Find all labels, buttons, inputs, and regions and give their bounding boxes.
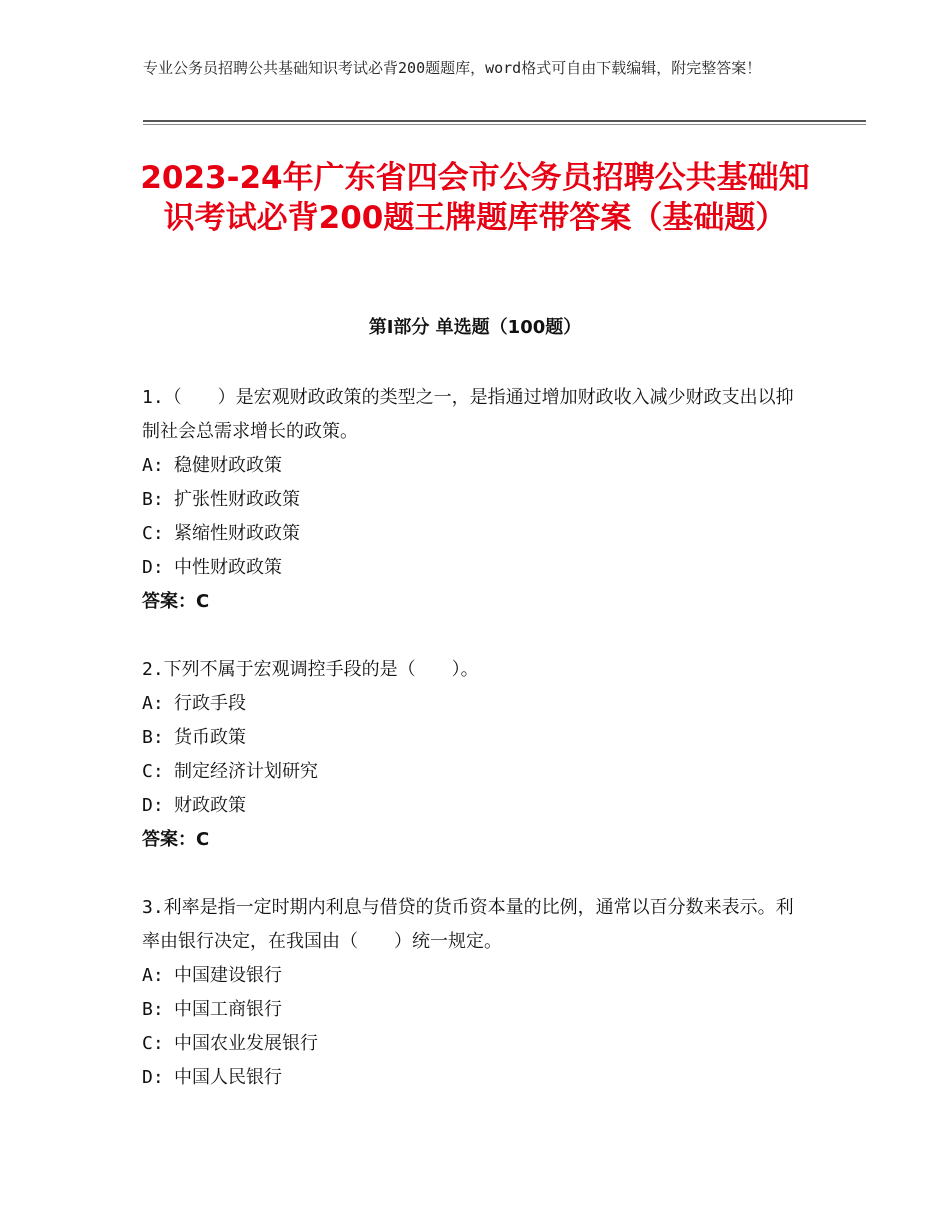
question-list bbox=[142, 381, 802, 1129]
option-text: 货币政策 bbox=[174, 727, 246, 748]
option-d bbox=[142, 789, 802, 823]
option-letter: A: bbox=[142, 693, 164, 714]
option-text: 中国建设银行 bbox=[174, 965, 282, 986]
header-divider bbox=[143, 120, 866, 122]
option-text: 行政手段 bbox=[174, 693, 246, 714]
question-stem: 1.（ ）是宏观财政政策的类型之一，是指通过增加财政收入减少财政支出以抑制社会总需求增长的政策。 bbox=[142, 387, 794, 442]
option-b bbox=[142, 993, 802, 1027]
option-text: 扩张性财政政策 bbox=[174, 489, 300, 510]
option-b bbox=[142, 483, 802, 517]
option-b bbox=[142, 721, 802, 755]
header-divider-thin bbox=[143, 124, 866, 125]
section-heading: 第Ⅰ部分 单选题（100题） bbox=[368, 317, 582, 338]
question-2 bbox=[142, 653, 802, 857]
option-d bbox=[142, 1061, 802, 1095]
option-a bbox=[142, 959, 802, 993]
question-stem: 2.下列不属于宏观调控手段的是（ ）。 bbox=[142, 659, 479, 680]
option-text: 中国农业发展银行 bbox=[174, 1033, 318, 1054]
option-text: 紧缩性财政政策 bbox=[174, 523, 300, 544]
option-letter: C: bbox=[142, 523, 164, 544]
option-text: 中国人民银行 bbox=[174, 1067, 282, 1088]
option-text: 中性财政政策 bbox=[174, 557, 282, 578]
option-letter: D: bbox=[142, 795, 164, 816]
option-c bbox=[142, 755, 802, 789]
option-letter: D: bbox=[142, 1067, 164, 1088]
option-letter: C: bbox=[142, 1033, 164, 1054]
option-letter: A: bbox=[142, 455, 164, 476]
option-letter: C: bbox=[142, 761, 164, 782]
option-letter: B: bbox=[142, 999, 164, 1020]
document-title: 2023-24年广东省四会市公务员招聘公共基础知识考试必背200题王牌题库带答案（基础题） bbox=[140, 160, 810, 236]
option-letter: D: bbox=[142, 557, 164, 578]
question-stem: 3.利率是指一定时期内利息与借贷的货币资本量的比例，通常以百分数来表示。利率由银行决定，在我国由（ ）统一规定。 bbox=[142, 897, 794, 952]
option-text: 稳健财政政策 bbox=[174, 455, 282, 476]
option-letter: A: bbox=[142, 965, 164, 986]
answer-label: 答案：C bbox=[142, 591, 210, 612]
option-d bbox=[142, 551, 802, 585]
header-note: 专业公务员招聘公共基础知识考试必背200题题库，word格式可自由下载编辑，附完整答案！ bbox=[143, 59, 762, 77]
option-c bbox=[142, 517, 802, 551]
option-text: 中国工商银行 bbox=[174, 999, 282, 1020]
option-text: 财政政策 bbox=[174, 795, 246, 816]
option-a bbox=[142, 687, 802, 721]
option-letter: B: bbox=[142, 489, 164, 510]
answer-label: 答案：C bbox=[142, 829, 210, 850]
option-a bbox=[142, 449, 802, 483]
option-c bbox=[142, 1027, 802, 1061]
question-3 bbox=[142, 891, 802, 1095]
option-letter: B: bbox=[142, 727, 164, 748]
question-1 bbox=[142, 381, 802, 619]
option-text: 制定经济计划研究 bbox=[174, 761, 318, 782]
